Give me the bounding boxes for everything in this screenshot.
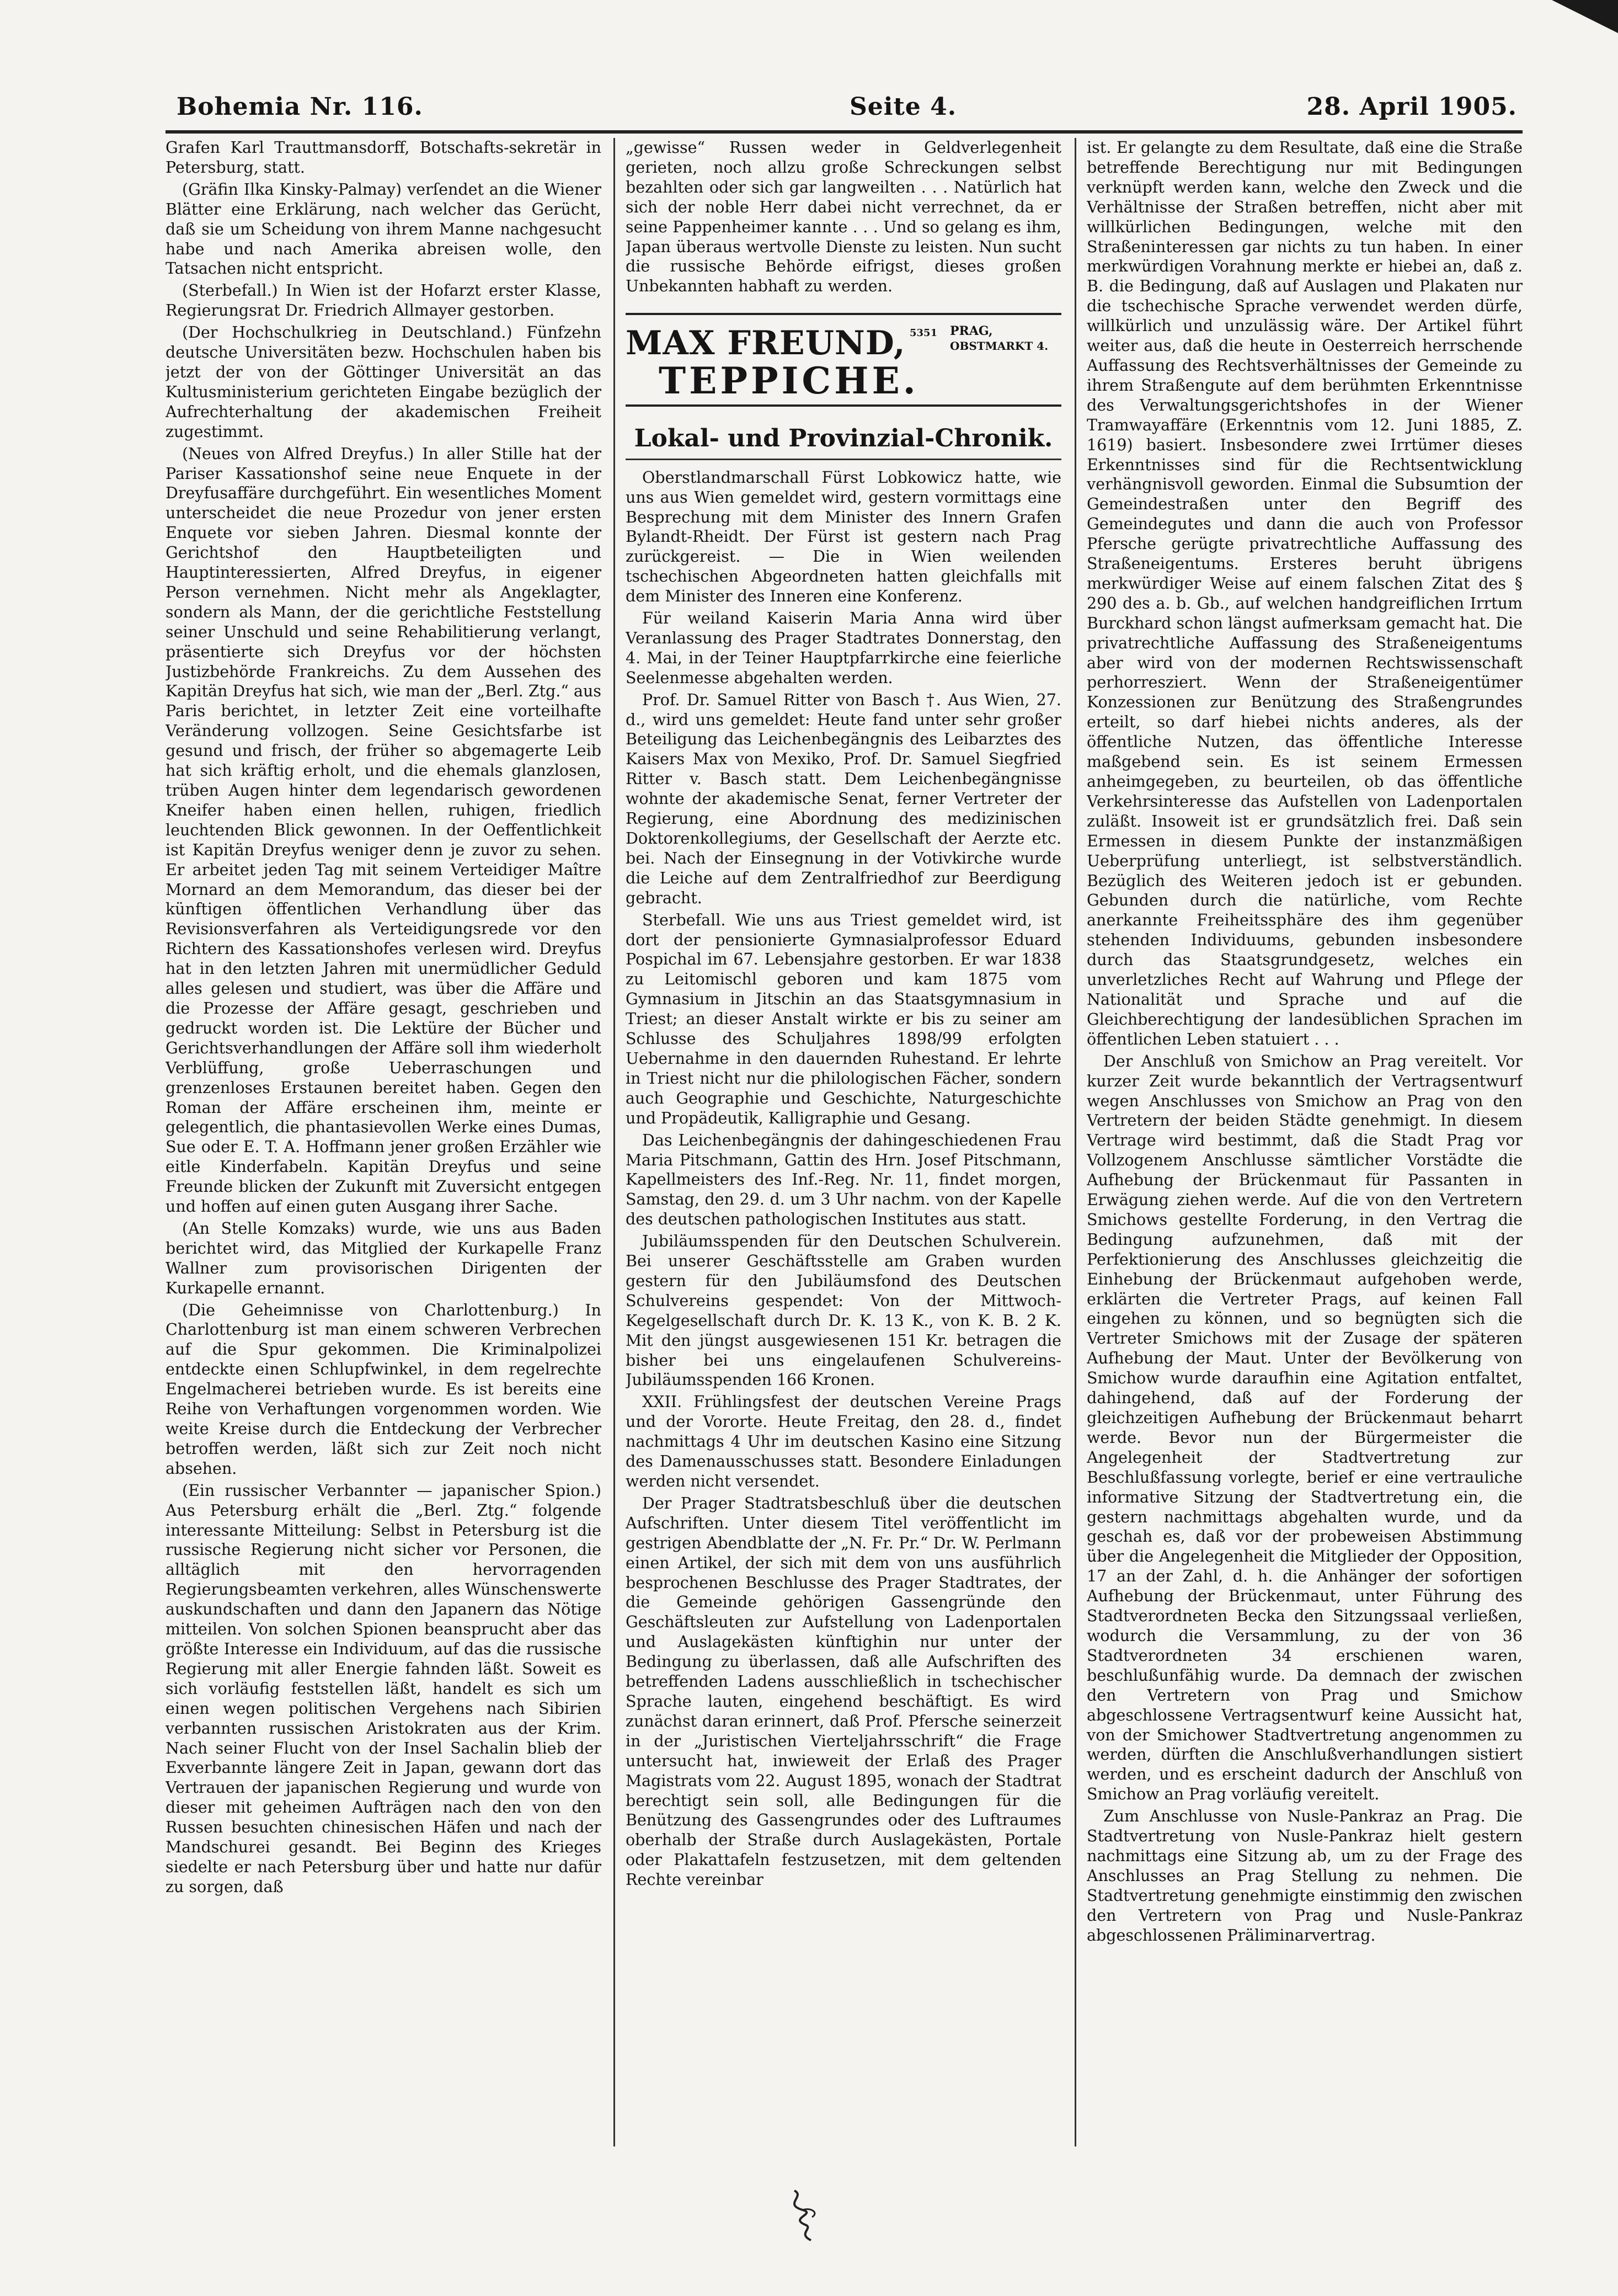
page-header <box>165 83 1523 134</box>
ad-address: OBSTMARKT 4. <box>950 339 1049 353</box>
issue-date: 28. April 1905. <box>1306 93 1517 121</box>
article-paragraph: „gewisse“ Russen weder in Geldverlegenheit gerieten, noch allzu große Schreckungen selbst bezahlten oder sich gar langweilten . . . Natürlich hat sich der noble Herr dabei nicht verrechnet, da er seine Pappenheimer kannte . . . Und so gelang es ihm, Japan überaus wertvolle Dienste zu leisten. Nun sucht die russische Behörde eifrigst, dieses großen Unbekannten habhaft zu werden. <box>626 138 1061 296</box>
article-paragraph: Das Leichenbegängnis der dahingeschiedenen Frau Maria Pitschmann, Gattin des Hrn. Josef Pitschmann, Kapellmeisters des Inf.-Reg. Nr. 11, findet morgen, Samstag, den 29. d. um 3 Uhr nachm. von der Kapelle des deutschen pathologischen Institutes aus statt. <box>626 1131 1061 1229</box>
article-paragraph: Oberstlandmarschall Fürst Lobkowicz hatte, wie uns aus Wien gemeldet wird, gestern vormittags eine Besprechung mit dem Minister des Innern Grafen Bylandt-Rheidt. Der Fürst ist gestern nach Prag zurückgereist. — Die in Wien weilenden tschechischen Abgeordneten hatten gleichfalls mit dem Minister des Inneren eine Konferenz. <box>626 468 1061 606</box>
page-corner-shadow <box>1552 0 1618 33</box>
article-paragraph: XXII. Frühlingsfest der deutschen Vereine Prags und der Vororte. Heute Freitag, den 28. d., findet nachmittags 4 Uhr im deutschen Kasino eine Sitzung des Damenausschusses statt. Besondere Einladungen werden nicht versendet. <box>626 1393 1061 1490</box>
article-paragraph: (Ein russischer Verbannter — japanischer Spion.) Aus Petersburg erhält die „Berl. Ztg.“ folgende interessante Mitteilung: Selbst in Petersburg ist die russische Regierung nicht sicher vor Personen, die alltäglich mit den hervorragenden Regierungsbeamten verkehren, alles Wünschenswerte auskundschaften und dann den Japanern das Nötige mitteilen. Von solchen Spionen beansprucht aber das größte Interesse ein Individuum, auf das die russische Regierung mit aller Energie fahnden läßt. Soweit es sich vorläufig feststellen läßt, handelt es sich um einen wegen politischen Vergehens nach Sibirien verbannten russischen Aristokraten aus der Krim. Nach seiner Flucht von der Insel Sachalin blieb der Exverbannte längere Zeit in Japan, gewann dort das Vertrauen der japanischen Regierung und wurde von dieser mit geheimen Aufträgen nach den von den Russen besuchten chinesischen Häfen und nach der Mandschurei gesandt. Bei Beginn des Krieges siedelte er nach Petersburg über und hatte nur dafür zu sorgen, daß <box>165 1481 601 1896</box>
article-paragraph: ist. Er gelangte zu dem Resultate, daß eine die Straße betreffende Berechtigung nur mit Bedingungen verknüpft werden kann, welche den Zweck und die Verhältnisse der Straßen betreffen, nicht aber mit willkürlichen Bedingungen, welche mit den Straßeninteressen gar nichts zu tun haben. In einer merkwürdigen Vorahnung merkte er hiebei an, daß z. B. die Bedingung, daß auf Auslagen und Plakaten nur die tschechische Sprache verwendet werden dürfe, willkürlich und unzulässig wäre. Der Artikel führt weiter aus, daß die heute in Oesterreich herrschende Auffassung des Rechtsverhältnisses der Gemeinde zu ihrem Straßengute auf dem berühmten Erkenntnisse des Verwaltungsgerichtshofes in der Wiener Tramwayaffäre (Erkenntnis vom 12. Juni 1885, Z. 1619) basiert. Insbesondere zwei Irrtümer dieses Erkenntnisses sind für die Rechtsentwicklung verhängnisvoll geworden. Einmal die Subsumtion der Gemeindestraßen unter den Begriff des Gemeindegutes und dann die auch von Professor Pfersche gerügte privatrechtliche Auffassung des Straßeneigentums. Ersteres beruht übrigens merkwürdiger Weise auf einem falschen Zitat des § 290 des a. b. Gb., auf welchen handgreiflichen Irrtum Burckhard schon längst aufmerksam gemacht hat. Die privatrechtliche Auffassung des Straßeneigentums aber wird von der modernen Rechtswissenschaft perhorresziert. Wenn der Straßeneigentümer Konzessionen zur Benützung des Straßengrundes erteilt, so darf hiebei nichts anderes, als der öffentliche Nutzen, das öffentliche Interesse maßgebend sein. Es ist seinem Ermessen anheimgegeben, zu beurteilen, ob das öffentliche Verkehrsinteresse das Aufstellen von Ladenportalen zuläßt. Insoweit ist er grundsätzlich frei. Daß sein Ermessen in diesem Punkte der instanzmäßigen Ueberprüfung unterliegt, ist selbstverständlich. Bezüglich des Weiteren jedoch ist er gebunden. Gebunden durch die natürliche, vom Rechte anerkannte Freiheitssphäre des ihm gegenüber stehenden Individuums, gebunden insbesondere durch das Staatsgrundgesetz, welches ein unverletzliches Recht auf Wahrung und Pflege der Nationalität und Sprache und auf die Gleichberechtigung der landesüblichen Sprachen im öffentlichen Leben statuiert . . . <box>1087 138 1523 1048</box>
column-2-continuation <box>626 138 1061 296</box>
local-chronicle-articles <box>626 468 1061 1890</box>
article-paragraph: Sterbefall. Wie uns aus Triest gemeldet wird, ist dort der pensionierte Gymnasialprofessor Eduard Pospichal im 67. Lebensjahre gestorben. Er war 1838 zu Leitomischl geboren und kam 1875 vom Gymnasium in Jitschin an das Staatsgymnasium in Triest; an dieser Anstalt wirkte er bis zu seiner am Schlusse des Schuljahres 1898/99 erfolgten Uebernahme in den dauernden Ruhestand. Er lehrte in Triest nicht nur die philologischen Fächer, sondern auch Geographie und Geschichte, Naturgeschichte und Propädeutik, Kalligraphie und Gesang. <box>626 910 1061 1127</box>
article-paragraph: Der Prager Stadtratsbeschluß über die deutschen Aufschriften. Unter diesem Titel veröffentlicht im gestrigen Abendblatte der „N. Fr. Pr.“ Dr. W. Perlmann einen Artikel, der sich mit dem von uns ausführlich besprochenen Beschlusse des Prager Stadtrates, der die Gemeinde gehörigen Gassengründe den Geschäftsleuten zur Aufstellung von Ladenportalen und Auslagekästen künftighin nur unter der Bedingung zu überlassen, daß alle Aufschriften des betreffenden Ladens ausschließlich in tschechischer Sprache lauten, eingehend beschäftigt. Es wird zunächst daran erinnert, daß Prof. Pfersche seinerzeit in der „Juristischen Vierteljahrsschrift“ die Frage untersucht hat, inwieweit der Erlaß des Prager Magistrats vom 22. August 1895, wonach der Stadtrat berechtigt sein soll, alle Bedingungen für die Benützung des Gassengrundes oder des Luftraumes oberhalb der Straße durch Auslagekästen, Portale oder Plakattafeln festzusetzen, mit dem geltenden Rechte vereinbar <box>626 1494 1061 1889</box>
column-3 <box>1087 138 1523 2146</box>
article-paragraph: Der Anschluß von Smichow an Prag vereitelt. Vor kurzer Zeit wurde bekanntlich der Vertragsentwurf wegen Anschlusses von Smichow an Prag von den Vertretern der beiden Städte genehmigt. In diesem Vertrage wird bestimmt, daß die Stadt Prag vor Vollzogenem Anschlusse sämtlicher Vorstädte die Aufhebung der Brückenmaut für Passanten in Erwägung ziehen werde. Auf die von den Vertretern Smichows gestellte Forderung, in den Vertrag die Bedingung aufzunehmen, daß mit der Perfektionierung des Anschlusses gleichzeitig die Einhebung der Brückenmaut aufgehoben werde, erklärten die Vertreter Prags, auf keinen Fall eingehen zu können, und so begnügten sich die Vertreter Smichows mit der Zusage der späteren Aufhebung der Maut. Unter der Bevölkerung von Smichow wurde daraufhin eine Agitation entfaltet, dahingehend, daß auf der Forderung der gleichzeitigen Aufhebung der Brückenmaut beharrt werde. Bevor nun der Bürgermeister die Angelegenheit der Stadtvertretung zur Beschlußfassung vorlegte, berief er eine vertrauliche informative Sitzung der Stadtvertretung ein, die gestern nachmittags abgehalten wurde, und da geschah es, daß vor der probeweisen Abstimmung über die Angelegenheit die Mitglieder der Opposition, 17 an der Zahl, d. h. die Anhänger der sofortigen Aufhebung der Brückenmaut, unter Führung des Stadtverordneten Becka den Sitzungssaal verließen, wodurch die Versammlung, zu der von 36 Stadtverordneten 34 erschienen waren, beschlußunfähig wurde. Da demnach der zwischen den Vertretern von Prag und Smichow abgeschlossene Vertragsentwurf keine Aussicht hat, von der Smichower Stadtvertretung angenommen zu werden, dürften die Anschlußverhandlungen sistiert werden, und es erscheint dadurch der Anschluß von Smichow an Prag vorläufig vereitelt. <box>1087 1052 1523 1804</box>
ad-city: PRAG, <box>950 324 993 339</box>
article-paragraph: Jubiläumsspenden für den Deutschen Schulverein. Bei unserer Geschäftsstelle am Graben wurden gestern für den Jubiläumsfond des Deutschen Schulvereins gespendet: Von der Mittwoch-Kegelgesellschaft durch Dr. K. 13 K., von K. B. 2 K. Mit den jüngst ausgewiesenen 151 Kr. betragen die bisher bei uns eingelaufenen Schulvereins-Jubiläumsspenden 166 Kronen. <box>626 1232 1061 1389</box>
article-paragraph: Zum Anschlusse von Nusle-Pankraz an Prag. Die Stadtvertretung von Nusle-Pankraz hielt gestern nachmittags eine Sitzung ab, um zu der Frage des Anschlusses an Prag Stellung zu nehmen. Die Stadtvertretung genehmigte einstimmig den zwischen den Vertretern von Prag und Nusle-Pankraz abgeschlossenen Präliminarvertrag. <box>1087 1807 1523 1945</box>
article-paragraph: (Neues von Alfred Dreyfus.) In aller Stille hat der Pariser Kassationshof seine neue Enquete in der Dreyfusaffäre durchgeführt. Ein wesentliches Moment unterscheidet die neue Prozedur von jener ersten Enquete vor sieben Jahren. Diesmal konnte der Gerichtshof den Hauptbeteiligten und Hauptinteressierten, Alfred Dreyfus, in eigener Person vernehmen. Nicht mehr als Angeklagter, sondern als Mann, der die gerichtliche Feststellung seiner Unschuld und seine Rehabilitierung verlangt, präsentierte sich Dreyfus vor der höchsten Justizbehörde Frankreichs. Zu dem Aussehen des Kapitän Dreyfus hat sich, wie man der „Berl. Ztg.“ aus Paris berichtet, in letzter Zeit eine vorteilhafte Veränderung vollzogen. Seine Gesichtsfarbe ist gesund und frisch, der früher so abgemagerte Leib hat sich kräftig erholt, und die ehemals glanzlosen, trüben Augen hinter dem legendarisch gewordenen Kneifer haben einen hellen, ruhigen, friedlich leuchtenden Blick gewonnen. In der Oeffentlichkeit ist Kapitän Dreyfus weniger denn je zuvor zu sehen. Er arbeitet jeden Tag mit seinem Verteidiger Maître Mornard an dem Memorandum, das dieser bei der künftigen öffentlichen Verhandlung über das Revisionsverfahren als Verteidigungsrede vor den Richtern des Kassationshofes verlesen wird. Dreyfus hat in den letzten Jahren mit unermüdlicher Geduld alles gelesen und studiert, was über die Affäre und die Prozesse der Affäre gesagt, geschrieben und gedruckt worden ist. Die Lektüre der Bücher und Gerichtsverhandlungen der Affäre soll ihm wiederholt Verblüffung, große Ueberraschungen und grenzenloses Erstaunen bereitet haben. Gegen den Roman der Affäre erscheinen ihm, meinte er gelegentlich, die phantasievollen Werke eines Dumas, Sue oder E. T. A. Hoffmann jener großen Erzähler wie eitle Kinderfabeln. Kapitän Dreyfus und seine Freunde blicken der Zukunft mit Zuversicht entgegen und hoffen auf einen guten Ausgang ihrer Sache. <box>165 444 601 1216</box>
ad-company-name: MAX FREUND, <box>626 324 906 363</box>
column-2 <box>626 138 1061 2146</box>
column-divider <box>1075 138 1076 2146</box>
article-paragraph: (Der Hochschulkrieg in Deutschland.) Fünfzehn deutsche Universitäten bezw. Hochschulen haben bis jetzt der von der Göttinger Universität an das Kultusministerium gerichteten Eingabe bezüglich der Aufrechterhaltung der akademischen Freiheit zugestimmt. <box>165 323 601 441</box>
article-paragraph: Für weiland Kaiserin Maria Anna wird über Veranlassung des Prager Stadtrates Donnerstag, den 4. Mai, in der Teiner Hauptpfarrkirche eine feierliche Seelenmesse abgehalten werden. <box>626 609 1061 687</box>
page-number: Seite 4. <box>850 93 957 121</box>
article-paragraph: (Sterbefall.) In Wien ist der Hofarzt erster Klasse, Regierungsrat Dr. Friedrich Allmayer gestorben. <box>165 281 601 320</box>
advertisement <box>626 313 1061 407</box>
section-title: Lokal- und Provinzial-Chronik. <box>626 423 1061 460</box>
ad-product: TEPPICHE. <box>659 359 919 403</box>
article-paragraph: Grafen Karl Trauttmansdorff, Botschafts-sekretär in Petersburg, statt. <box>165 138 601 177</box>
article-paragraph: Prof. Dr. Samuel Ritter von Basch †. Aus Wien, 27. d., wird uns gemeldet: Heute fand unter sehr großer Beteiligung das Leichenbegängnis des Leibarztes des Kaisers Max von Mexiko, Prof. Dr. Samuel Siegfried Ritter v. Basch statt. Dem Leichenbegängnisse wohnte der akademische Senat, ferner Vertreter der Regierung, eine Abordnung des medizinischen Doktorenkollegiums, der Gesellschaft der Aerzte etc. bei. Nach der Einsegnung in der Votivkirche wurde die Leiche auf dem Zentralfriedhof zur Beerdigung gebracht. <box>626 690 1061 907</box>
newspaper-name: Bohemia Nr. 116. <box>177 93 423 121</box>
column-divider <box>613 138 615 2146</box>
newspaper-page <box>165 138 1523 2146</box>
ad-number: 5351 <box>910 327 938 339</box>
handwritten-mark <box>772 2185 839 2246</box>
article-paragraph: (An Stelle Komzaks) wurde, wie uns aus Baden berichtet wird, das Mitglied der Kurkapelle Franz Wallner zum provisorischen Dirigenten der Kurkapelle ernannt. <box>165 1219 601 1297</box>
column-1 <box>165 138 601 2146</box>
article-paragraph: (Die Geheimnisse von Charlottenburg.) In Charlottenburg ist man einem schweren Verbrechen auf die Spur gekommen. Die Kriminalpolizei entdeckte einen Schlupfwinkel, in dem regelrechte Engelmacherei betrieben wurde. Es ist bereits eine Reihe von Verhaftungen vorgenommen worden. Wie weite Kreise durch die Entdeckung der Verbrecher betroffen werden, läßt sich zur Zeit noch nicht absehen. <box>165 1301 601 1478</box>
article-paragraph: (Gräfin Ilka Kinsky-Palmay) verſendet an die Wiener Blätter eine Erklärung, nach welcher das Gerücht, daß sie um Scheidung von ihrem Manne nachgesucht habe und nach Amerika abreisen wolle, den Tatsachen nicht entspricht. <box>165 180 601 278</box>
